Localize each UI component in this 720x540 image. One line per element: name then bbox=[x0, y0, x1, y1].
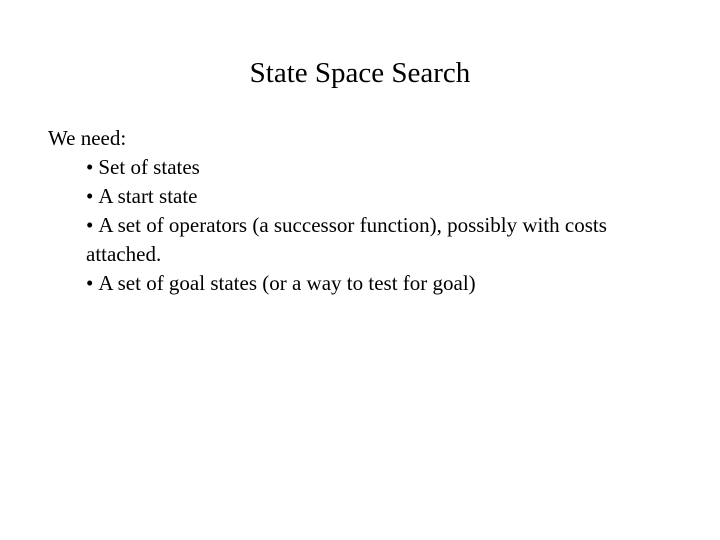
bullet-item-goal-states bbox=[86, 269, 646, 298]
bullet-mark: • bbox=[86, 271, 94, 295]
bullet-mark: • bbox=[86, 155, 94, 179]
bullet-item-operators bbox=[86, 211, 646, 269]
slide-body bbox=[48, 124, 668, 298]
bullet-text: A start state bbox=[98, 184, 198, 208]
bullet-item-start-state bbox=[86, 182, 646, 211]
bullet-text: A set of operators (a successor function), possibly with costs attached. bbox=[86, 213, 607, 266]
bullet-text: A set of goal states (or a way to test for goal) bbox=[98, 271, 476, 295]
bullet-mark: • bbox=[86, 213, 94, 237]
bullet-item-states bbox=[86, 153, 646, 182]
intro-text: We need: bbox=[48, 126, 127, 150]
bullet-mark: • bbox=[86, 184, 94, 208]
slide-title: State Space Search bbox=[249, 57, 471, 89]
bullet-text: Set of states bbox=[98, 155, 200, 179]
bullet-list bbox=[48, 153, 668, 298]
